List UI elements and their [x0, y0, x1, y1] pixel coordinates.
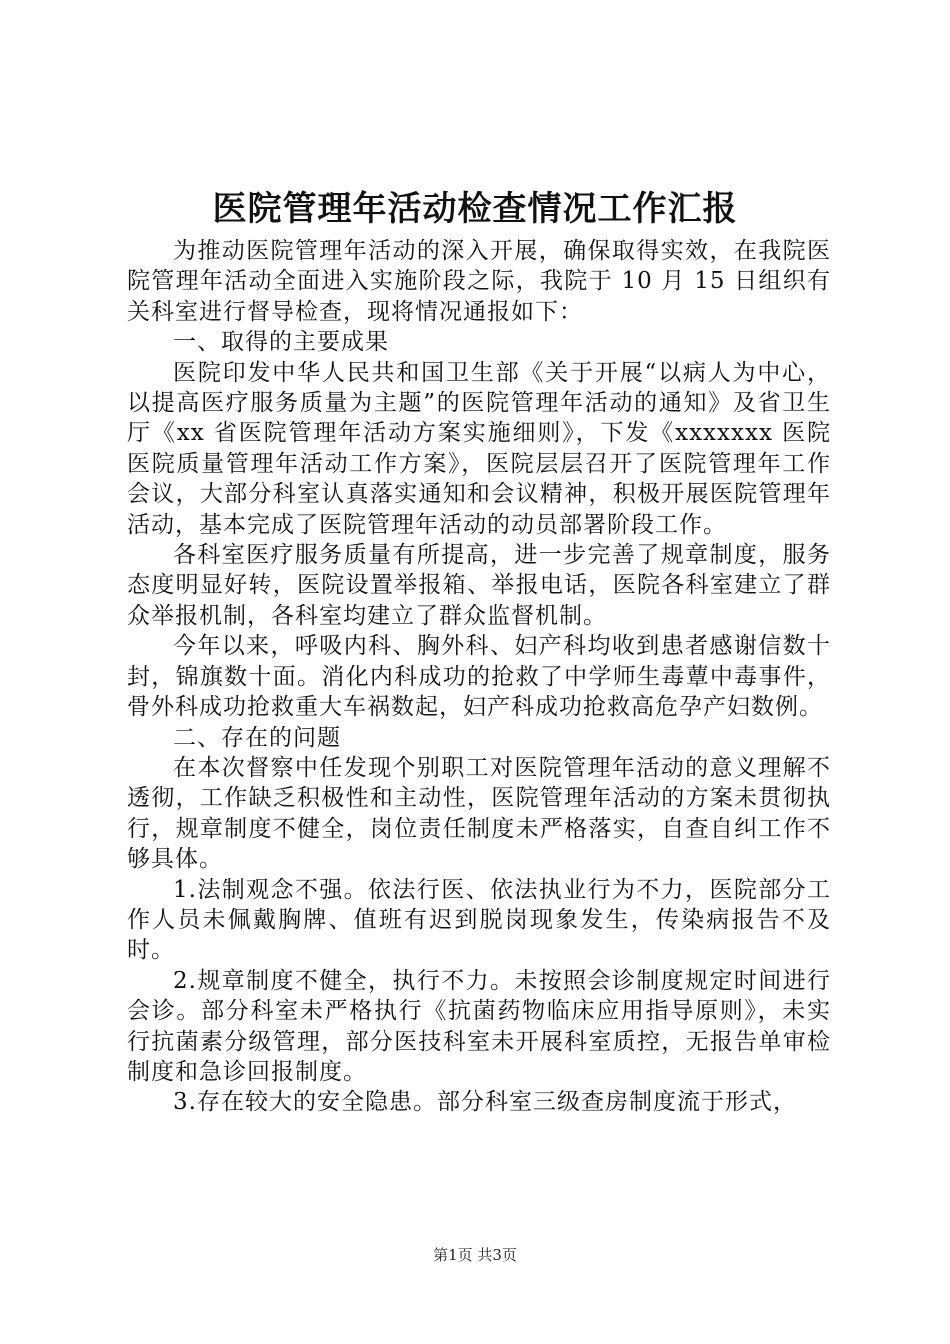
section-heading-achievements: 一、取得的主要成果: [173, 329, 389, 356]
document-title: 医院管理年活动检查情况工作汇报: [212, 189, 738, 229]
body-paragraph: 在本次督察中任发现个别职工对医院管理年活动的意义理解不透彻，工作缺乏积极性和主动性，医院管理年活动的方案未贯彻执行，规章制度不健全，岗位责任制度未严格落实，自查自纠工作不够具体。: [127, 754, 831, 873]
intro-paragraph: 为推动医院管理年活动的深入开展，确保取得实效，在我院医院管理年活动全面进入实施阶段之际，我院于 10 月 15 日组织有关科室进行督导检查，现将情况通报如下：: [127, 238, 831, 325]
numbered-item: 3.存在较大的安全隐患。部分科室三级查房制度流于形式，: [173, 1089, 797, 1116]
numbered-item: 1.法制观念不强。依法行医、依法执业行为不力，医院部分工作人员未佩戴胸牌、值班有迟到脱岗现象发生，传染病报告不及时。: [127, 876, 831, 964]
numbered-item: 2.规章制度不健全，执行不力。未按照会诊制度规定时间进行会诊。部分科室未严格执行《抗菌药物临床应用指导原则》，未实行抗菌素分级管理，部分医技科室未开展科室质控，无报告单审检制度和急诊回报制度。: [127, 967, 831, 1085]
section-heading-problems: 二、存在的问题: [173, 724, 341, 751]
page-number-footer: 第1页 共3页: [433, 1246, 517, 1264]
body-paragraph: 今年以来，呼吸内科、胸外科、妇产科均收到患者感谢信数十封，锦旗数十面。消化内科成功的抢救了中学师生毒蕈中毒事件，骨外科成功抢救重大车祸数起，妇产科成功抢救高危孕产妇数例。: [127, 633, 831, 721]
document-body: [127, 236, 831, 1118]
body-paragraph: 各科室医疗服务质量有所提高，进一步完善了规章制度，服务态度明显好转，医院设置举报箱、举报电话，医院各科室建立了群众举报机制，各科室均建立了群众监督机制。: [127, 542, 831, 629]
body-paragraph: 医院印发中华人民共和国卫生部《关于开展“以病人为中心，以提高医疗服务质量为主题”的医院管理年活动的通知》及省卫生厅《xx 省医院管理年活动方案实施细则》，下发《xxxxxxx 医院医院质量管理年活动工作方案》，医院层层召开了医院管理年工作会议，大部分科室认真落实通知和会议精神，积极开展医院管理年活动，基本完成了医院管理年活动的动员部署阶段工作。: [127, 359, 831, 538]
